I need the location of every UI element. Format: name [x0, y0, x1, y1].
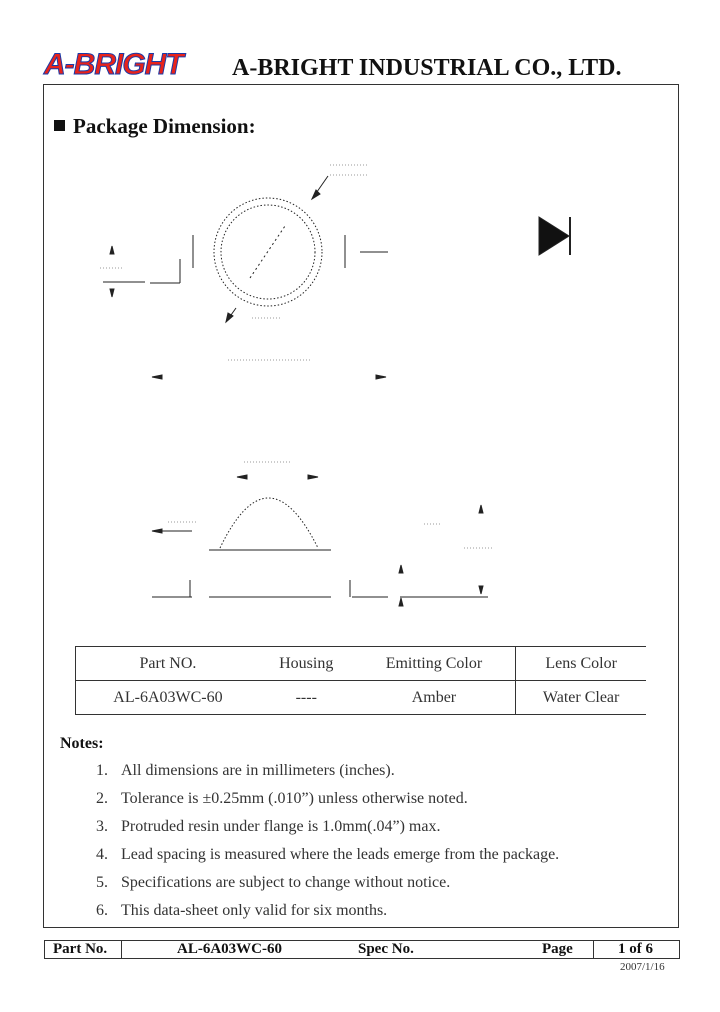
header-lens-color: Lens Color: [516, 647, 646, 681]
parts-table: [75, 646, 646, 715]
notes-list: [96, 760, 559, 928]
list-item: 5. Specifications are subject to change without notice.: [96, 874, 451, 891]
footer-divider: [121, 940, 122, 959]
header-part-no: Part NO.: [76, 647, 260, 681]
document-date: 2007/1/16: [620, 961, 665, 973]
footer-divider: [593, 940, 594, 959]
company-logo: A-BRIGHT: [44, 48, 183, 81]
document-footer: [44, 940, 680, 959]
cell-housing: ----: [260, 681, 353, 715]
footer-part-no-value: AL-6A03WC-60: [177, 941, 282, 957]
led-dome-side-view: [220, 498, 318, 548]
table-row: [76, 681, 647, 715]
footer-part-no-label: Part No.: [53, 941, 108, 957]
footer-page-label: Page: [542, 941, 573, 957]
header-emitting-color: Emitting Color: [353, 647, 516, 681]
cell-emitting-color: Amber: [353, 681, 516, 715]
parts-table-header-row: [76, 647, 647, 681]
list-item: 2. Tolerance is ±0.25mm (.010”) unless otherwise noted.: [96, 790, 468, 807]
diode-symbol: [539, 217, 569, 255]
list-item: 3. Protruded resin under flange is 1.0mm(.04”) max.: [96, 818, 441, 835]
section-title-text: Package Dimension:: [73, 114, 256, 138]
header-housing: Housing: [260, 647, 353, 681]
cell-lens-color: Water Clear: [516, 681, 646, 715]
company-name: A-BRIGHT INDUSTRIAL CO., LTD.: [232, 55, 622, 81]
led-cathode-line: [250, 226, 285, 278]
footer-spec-no-label: Spec No.: [358, 941, 414, 957]
list-item: 4. Lead spacing is measured where the leads emerge from the package.: [96, 846, 560, 863]
cell-part-no: AL-6A03WC-60: [76, 681, 260, 715]
notes-title: Notes:: [60, 735, 104, 752]
list-item: 6. This data-sheet only valid for six months.: [96, 902, 388, 919]
list-item: 1. All dimensions are in millimeters (inches).: [96, 762, 395, 779]
footer-page-value: 1 of 6: [618, 941, 653, 957]
